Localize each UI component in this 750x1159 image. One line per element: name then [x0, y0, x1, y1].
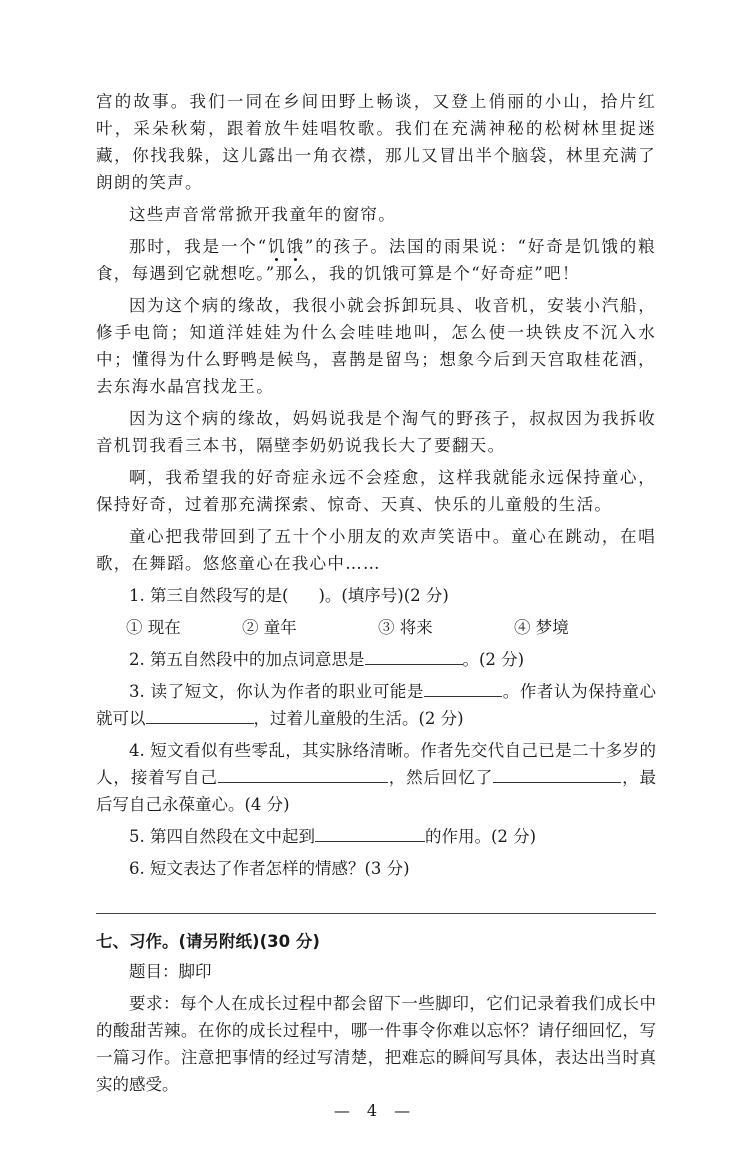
- q3-answer-blank-2[interactable]: [146, 705, 254, 724]
- passage-paragraph-5: 因为这个病的缘故，妈妈说我是个淘气的野孩子，叔叔因为我拆收音机罚我看三本书，隔壁李奶奶说我长大了要翻天。: [96, 409, 656, 455]
- q4-text-a: 4. 短文看似有些零乱，其实脉络清晰。作者先交代自己已是二十多岁的人，接着写自己: [96, 741, 656, 787]
- section-7-title: 七、习作。(请另附纸)(30 分): [96, 932, 320, 951]
- dotted-char-ji: 饥: [267, 237, 287, 256]
- q3-text-a: 3. 读了短文，你认为作者的职业可能是: [129, 682, 425, 701]
- composition-requirement: 要求：每个人在成长过程中都会留下一些脚印，它们记录着我们成长中的酸甜苦辣。在你的成长过程中，哪一件事令你难以忘怀？请仔细回忆，写一篇习作。注意把事情的经过写清楚，把难忘的瞬间写具体，表达出当时真实的感受。: [96, 994, 656, 1094]
- q2-text-a: 2. 第五自然段中的加点词意思是: [129, 650, 365, 669]
- q3-text-b: 。作者认为保持童心就可以: [96, 682, 656, 728]
- passage-p3-text-a: 那时，我是一个“: [129, 237, 268, 256]
- q1-option-2[interactable]: ② 童年: [242, 618, 297, 637]
- q4-text-b: ，然后回忆了: [387, 768, 494, 787]
- passage-paragraph-7: 童心把我带回到了五十个小朋友的欢声笑语中。童心在跳动，在唱歌，在舞蹈。悠悠童心在我心中……: [96, 527, 656, 573]
- question-6: 6. 短文表达了作者怎样的情感？(3 分): [129, 859, 410, 878]
- question-1: [96, 582, 656, 609]
- q1-option-3[interactable]: ③ 将来: [378, 618, 433, 637]
- composition-topic: 题目：脚印: [129, 962, 212, 981]
- page-content: [96, 88, 656, 1103]
- question-5: [96, 823, 656, 850]
- passage-paragraph-4: 因为这个病的缘故，我很小就会拆卸玩具、收音机，安装小汽船，修手电筒；知道洋娃娃为什么会哇哇地叫，怎么使一块铁皮不沉入水中；懂得为什么野鸭是候鸟，喜鹊是留鸟；想象今后到天宫取桂花酒，去东海水晶宫找龙王。: [96, 296, 656, 396]
- q5-text-a: 5. 第四自然段在文中起到: [129, 827, 315, 846]
- q3-text-c: ，过着儿童般的生活。(2 分): [253, 709, 464, 728]
- question-4: [96, 737, 656, 818]
- dotted-char-e: 饿: [286, 237, 305, 256]
- q4-answer-blank-1[interactable]: [218, 764, 388, 783]
- passage-paragraph-1: 宫的故事。我们一同在乡间田野上畅谈，又登上俏丽的小山，拾片红叶，采朵秋菊，跟着放牛娃唱牧歌。我们在充满神秘的松树林里捉迷藏，你找我躲，这儿露出一角衣襟，那儿又冒出半个脑袋，林里充满了朗朗的笑声。: [96, 92, 656, 192]
- question-2: [96, 646, 656, 673]
- q1-options: [96, 614, 656, 641]
- passage-paragraph-6: 啊，我希望我的好奇症永远不会痊愈，这样我就能永远保持童心，保持好奇，过着那充满探索、惊奇、天真、快乐的儿童般的生活。: [96, 468, 656, 514]
- q4-answer-blank-2[interactable]: [493, 764, 621, 783]
- q1-text-a: 1. 第三自然段写的是(: [129, 586, 289, 605]
- page-number: — 4 —: [333, 1101, 417, 1120]
- q5-text-b: 的作用。(2 分): [425, 827, 537, 846]
- passage-p3-text-b: ”的孩子。法国的雨果说：“好奇是饥饿的粮食，每遇到它就想吃。”那么，我的饥饿可算是个“好奇症”吧！: [96, 237, 656, 283]
- q3-answer-blank-1[interactable]: [424, 678, 502, 697]
- q6-answer-line[interactable]: [96, 887, 656, 914]
- q1-option-4[interactable]: ④ 梦境: [514, 618, 569, 637]
- q2-answer-blank[interactable]: [365, 646, 463, 665]
- passage-paragraph-2: 这些声音常常掀开我童年的窗帘。: [129, 205, 396, 224]
- q4-text-c: ，最后写自己永葆童心。(4 分): [96, 768, 656, 814]
- question-3: [96, 678, 656, 732]
- passage-paragraph-3: [96, 233, 656, 287]
- q1-text-b: )。(填序号)(2 分): [318, 586, 449, 605]
- q2-text-b: 。(2 分): [462, 650, 525, 669]
- q1-option-1[interactable]: ① 现在: [126, 618, 181, 637]
- q5-answer-blank[interactable]: [315, 823, 425, 842]
